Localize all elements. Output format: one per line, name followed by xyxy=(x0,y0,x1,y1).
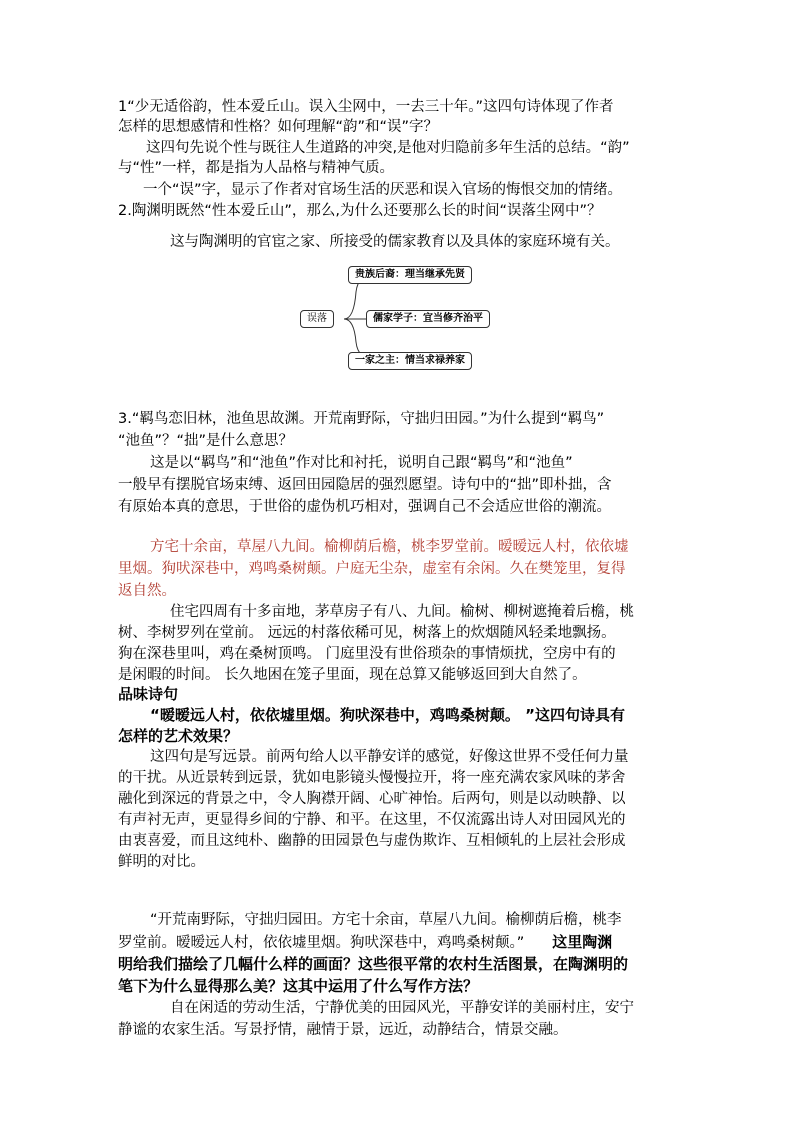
q1-answer-line-3: 一个“误”字，显示了作者对官场生活的厌恶和误入官场的悔恨交加的情绪。 xyxy=(143,182,623,198)
translation-line-1: 住宅四周有十多亩地，茅草房子有八、九间。榆树、柳树遮掩着后檐，桃 xyxy=(170,604,634,620)
pinwei-answer-line-1: 这四句是写远景。前两句给人以平静安详的感觉，好像这世界不受任何力量 xyxy=(150,749,629,765)
pinwei-question-line-2: 怎样的艺术效果？ xyxy=(118,727,239,745)
q3-line-1: 3.“羁鸟恋旧林，池鱼思故渊。开荒南野际，守拙归田园。”为什么提到“羁鸟” xyxy=(118,411,605,427)
q3-answer-line-1: 这是以“羁鸟”和“池鱼”作对比和衬托，说明自己跟“羁鸟”和“池鱼” xyxy=(150,455,573,471)
last-question-line-3: 明给我们描绘了几幅什么样的画面？这些很平常的农村生活图景，在陶渊明的 xyxy=(118,955,629,973)
pinwei-answer-line-3: 融化到深远的背景之中，令人胸襟开阔、心旷神怡。后两句，则是以动映静、以 xyxy=(118,791,626,807)
q3-answer-line-3: 有原始本真的意思，于世俗的虚伪机巧相对，强调自己不会适应世俗的潮流。 xyxy=(118,499,611,515)
pinwei-answer-line-6: 鲜明的对比。 xyxy=(118,854,205,870)
diagram-center-node: 误落 xyxy=(300,310,334,328)
translation-line-2: 树、李树罗列在堂前。 远远的村落依稀可见，树落上的炊烟随风轻柔地飘扬。 xyxy=(118,625,616,641)
diagram-branch-2: 儒家学子：宜当修齐治平 xyxy=(366,310,490,328)
diagram-branch-3: 一家之主：情当求禄养家 xyxy=(348,352,472,370)
q2-answer-line-1: 这与陶渊明的官宦之家、所接受的儒家教育以及具体的家庭环境有关。 xyxy=(170,234,620,250)
last-question-line-2-bold: 这里陶渊 xyxy=(552,933,613,951)
poem-line-1: 方宅十余亩，草屋八九间。榆柳荫后檐，桃李罗堂前。暧暧远人村，依依墟 xyxy=(150,539,629,555)
q1-line-2: 怎样的思想感情和性格？如何理解“韵”和“误”字？ xyxy=(118,119,439,135)
q3-answer-line-2: 一般早有摆脱官场束缚、返回田园隐居的强烈愿望。诗句中的“拙”即朴拙，含 xyxy=(118,477,612,493)
pinwei-answer-line-4: 有声衬无声，更显得乡间的宁静、和平。在这里，不仅流露出诗人对田园风光的 xyxy=(118,812,626,828)
last-question-line-2-plain: 罗堂前。暧暧远人村，依依墟里烟。狗吠深巷中，鸡鸣桑树颠。” xyxy=(118,935,525,951)
q1-answer-line-2: 与“性”一样，都是指为人品格与精神气质。 xyxy=(118,160,395,176)
last-question-line-1: “开荒南野际，守拙归园田。方宅十余亩，草屋八九间。榆柳荫后檐，桃李 xyxy=(150,912,622,928)
q1-answer-line-1: 这四句先说个性与既往人生道路的冲突,是他对归隐前多年生活的总结。“韵” xyxy=(146,140,630,156)
pinwei-answer-line-5: 由衷喜爱，而且这纯朴、幽静的田园景色与虚伪欺诈、互相倾轧的上层社会形成 xyxy=(118,833,626,849)
q2-line-1: 2.陶渊明既然“性本爱丘山”，那么,为什么还要那么长的时间“误落尘网中”？ xyxy=(118,203,602,219)
pinwei-answer-line-2: 的干扰。从近景转到远景，犹如电影镜头慢慢拉开，将一座充满农家风味的茅舍 xyxy=(118,770,626,786)
mind-map-diagram xyxy=(296,262,496,376)
q1-line-1: 1“少无适俗韵，性本爱丘山。误入尘网中，一去三十年。”这四句诗体现了作者 xyxy=(118,99,614,115)
poem-line-3: 返自然。 xyxy=(118,583,176,599)
section-heading: 品味诗句 xyxy=(118,685,179,703)
last-question-line-4: 笔下为什么显得那么美？这其中运用了什么写作方法？ xyxy=(118,977,479,995)
last-answer-line-1: 自在闲适的劳动生活，宁静优美的田园风光，平静安详的美丽村庄，安宁 xyxy=(170,1000,634,1016)
poem-line-2: 里烟。狗吠深巷中，鸡鸣桑树颠。户庭无尘杂，虚室有余闲。久在樊笼里，复得 xyxy=(118,561,626,577)
q3-line-2: “池鱼”？“拙”是什么意思？ xyxy=(118,433,294,449)
diagram-branch-1: 贵族后裔：理当继承先贤 xyxy=(348,266,472,284)
translation-line-3: 狗在深巷里叫，鸡在桑树顶鸣。 门庭里没有世俗琐杂的事情烦扰，空房中有的 xyxy=(118,646,616,662)
last-question-line-2 xyxy=(118,932,612,953)
last-answer-line-2: 静谧的农家生活。写景抒情，融情于景，远近，动静结合，情景交融。 xyxy=(118,1022,568,1038)
translation-line-4: 是闲暇的时间。 长久地困在笼子里面，现在总算又能够返回到大自然了。 xyxy=(118,667,587,683)
pinwei-question-line-1: “暧暧远人村，依依墟里烟。狗吠深巷中，鸡鸣桑树颠。 ”这四句诗具有 xyxy=(150,706,625,724)
